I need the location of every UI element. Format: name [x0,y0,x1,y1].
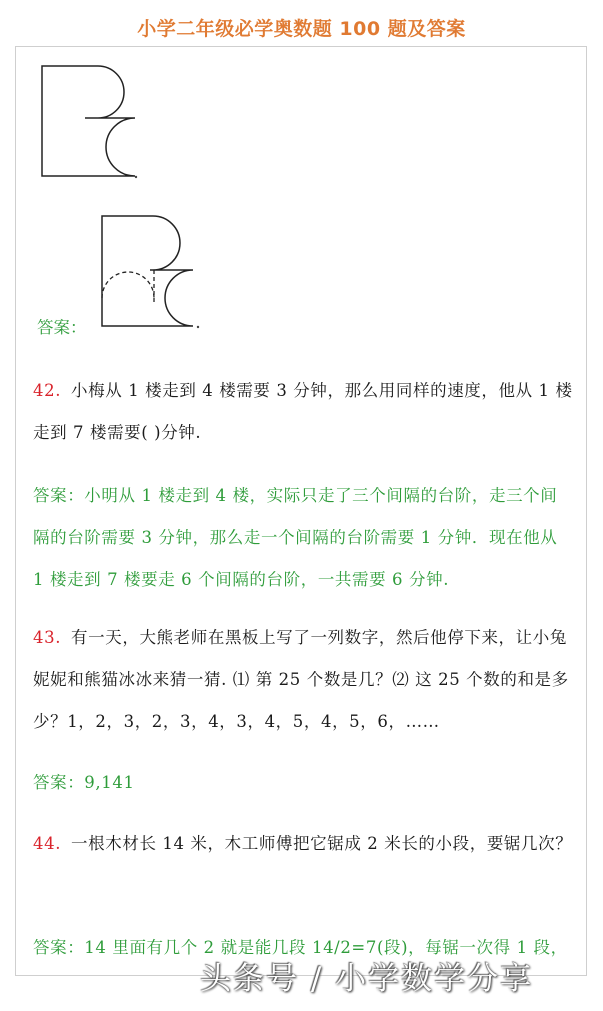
question-text: 一根木材长 14 米，木工师傅把它锯成 2 米长的小段，要锯几次？ [71,834,573,853]
answer-43: 答案：9,141 [33,773,135,792]
figure-answer-label: 答案： [37,318,87,337]
answer-44: 答案：14 里面有几个 2 就是能几段 14/2=7(段)，每锯一次得 1 段， [33,938,568,957]
question-number: 42. [33,381,62,400]
shape-figure-question [38,62,148,184]
watermark-text: 头条号 / 小学数学分享 [200,961,534,997]
answer-42: 答案：小明从 1 楼走到 4 楼，实际只走了三个间隔的台阶，走三个间隔的台阶需要 3 分钟，那么走一个间隔的台阶需要 1 分钟．现在他从 1 楼走到 7 楼要走 6 个间隔的台阶，一共需要 6 分钟. [33,486,558,589]
question-number: 43. [33,628,62,647]
question-44 [33,823,573,865]
question-text: 有一天，大熊老师在黑板上写了一列数字，然后他停下来，让小兔妮妮和熊猫冰冰来猜一猜. ⑴ 第 25 个数是几？⑵ 这 25 个数的和是多少？1，2，3，2，3，4，3，4，5，4，5，6，…… [33,628,569,731]
question-text: 小梅从 1 楼走到 4 楼需要 3 分钟，那么用同样的速度，他从 1 楼走到 7 楼需要( )分钟. [33,381,573,442]
question-number: 44. [33,834,62,853]
question-42 [33,370,573,454]
page-title: 小学二年级必学奥数题 100 题及答案 [137,18,466,40]
shape-figure-answer [98,212,208,334]
question-43 [33,617,573,743]
